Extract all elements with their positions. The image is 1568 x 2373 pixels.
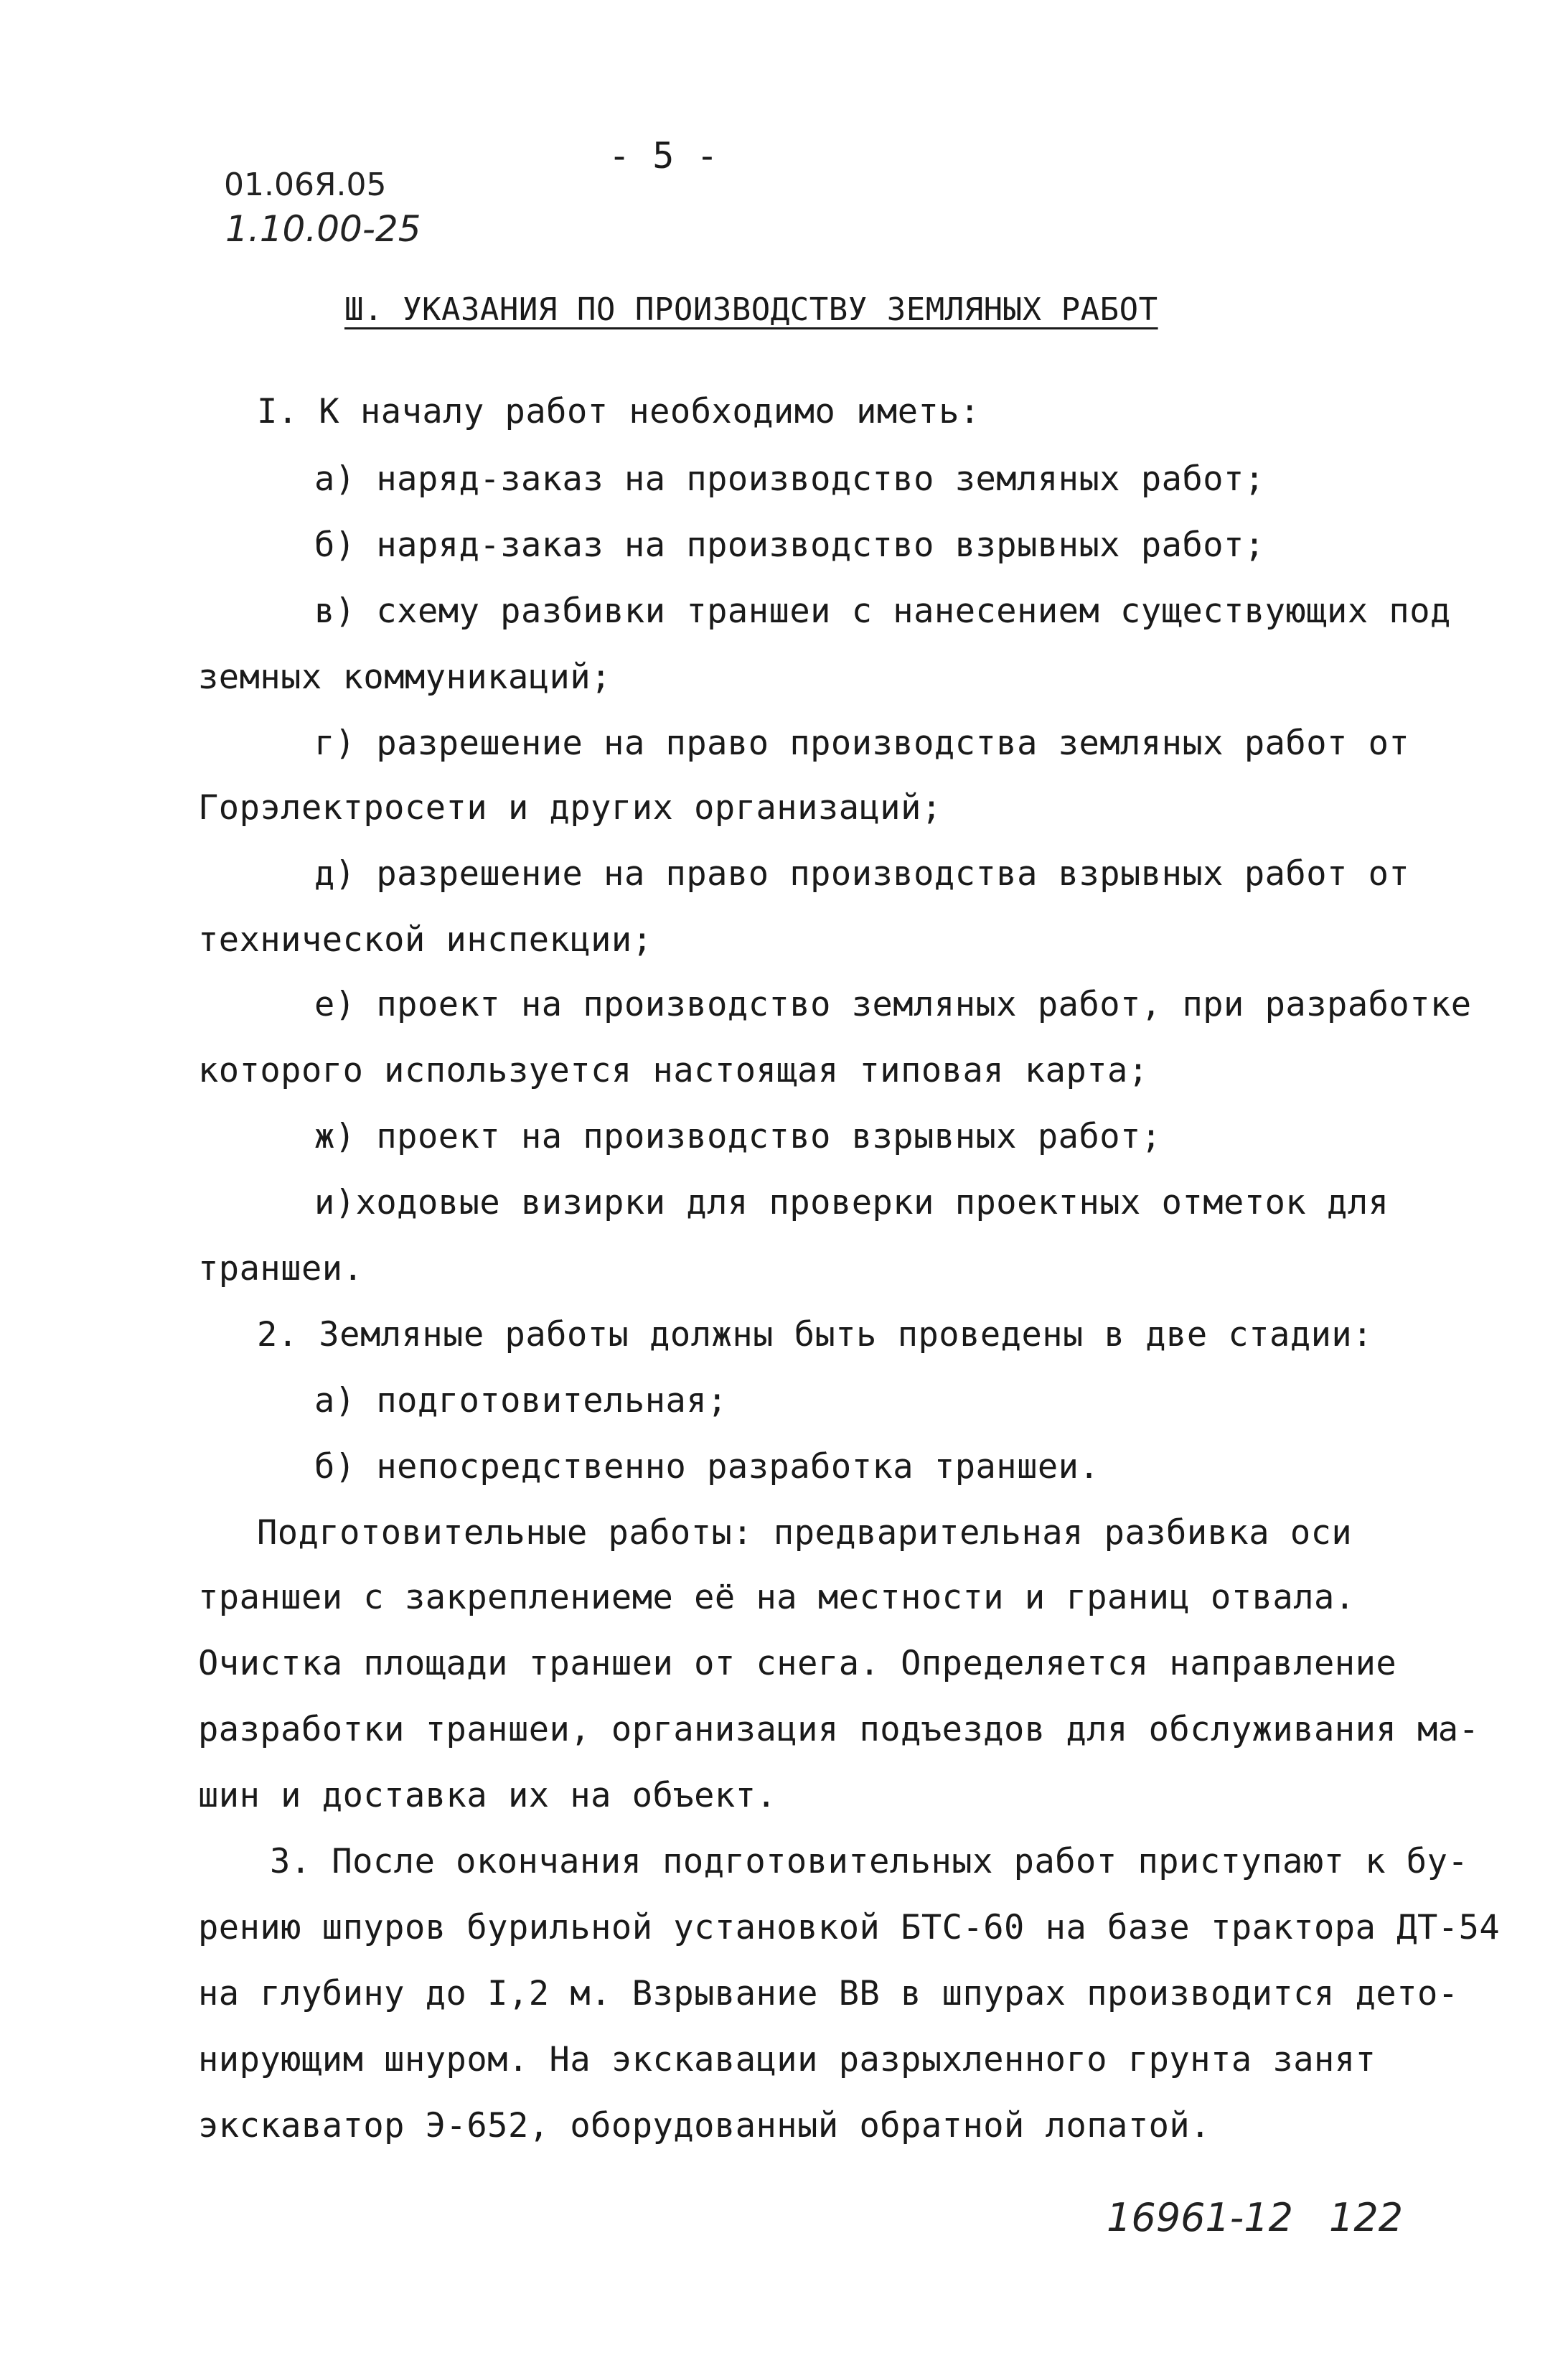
section-heading: Ш. УКАЗАНИЯ ПО ПРОИЗВОДСТВУ ЗЕМЛЯНЫХ РАБОТ — [344, 291, 1158, 328]
text-line: которого используется настоящая типовая карта; — [198, 1051, 1149, 1090]
text-line: рению шпуров бурильной установкой БТС-60 на базе трактора ДТ-54 — [198, 1908, 1501, 1947]
text-line: технической инспекции; — [198, 920, 653, 960]
text-line: ж) проект на производство взрывных работ; — [314, 1117, 1162, 1156]
text-line: в) схему разбивки траншеи с нанесением существующих под — [314, 591, 1451, 631]
text-line: на глубину до I,2 м. Взрывание ВВ в шпурах производится дето- — [198, 1974, 1459, 2013]
text-line: разработки траншеи, организация подъездов для обслуживания ма- — [198, 1710, 1480, 1749]
text-line: Горэлектросети и других организаций; — [198, 788, 942, 828]
text-line: экскаватор Э-652, оборудованный обратной лопатой. — [198, 2106, 1211, 2145]
text-line: а) подготовительная; — [314, 1381, 728, 1420]
text-line: и)ходовые визирки для проверки проектных отметок для — [314, 1183, 1389, 1222]
footer-sheet-number: 122 — [1329, 2195, 1404, 2240]
text-line: а) наряд-заказ на производство земляных работ; — [314, 459, 1265, 499]
text-line: 3. После окончания подготовительных работ приступают к бу- — [270, 1842, 1469, 1881]
text-line: д) разрешение на право производства взрывных работ от — [314, 854, 1410, 894]
text-line: I. К началу работ необходимо иметь: — [257, 392, 980, 431]
text-line: Подготовительные работы: предварительная разбивка оси — [257, 1513, 1353, 1553]
text-line: б) непосредственно разработка траншеи. — [314, 1447, 1100, 1487]
text-line: нирующим шнуром. На экскавации разрыхленного грунта занят — [198, 2040, 1376, 2079]
text-line: земных коммуникаций; — [198, 657, 611, 697]
text-line: Очистка площади траншеи от снега. Определяется направление — [198, 1644, 1397, 1683]
text-line: траншеи с закреплениеме её на местности и границ отвала. — [198, 1578, 1356, 1617]
footer-stamp-number: 16961-12 — [1107, 2195, 1293, 2240]
document-date-code: 1.10.00-25 — [225, 208, 421, 250]
text-line: траншеи. — [198, 1249, 364, 1288]
text-line: е) проект на производство земляных работ, при разработке — [314, 985, 1472, 1024]
text-line: г) разрешение на право производства земляных работ от — [314, 724, 1410, 763]
text-line: шин и доставка их на объект. — [198, 1776, 777, 1815]
text-line: 2. Земляные работы должны быть проведены в две стадии: — [257, 1315, 1374, 1354]
document-code: 01.06Я.05 — [224, 167, 387, 203]
page-number: - 5 - — [609, 135, 719, 177]
text-line: б) наряд-заказ на производство взрывных работ; — [314, 525, 1265, 565]
